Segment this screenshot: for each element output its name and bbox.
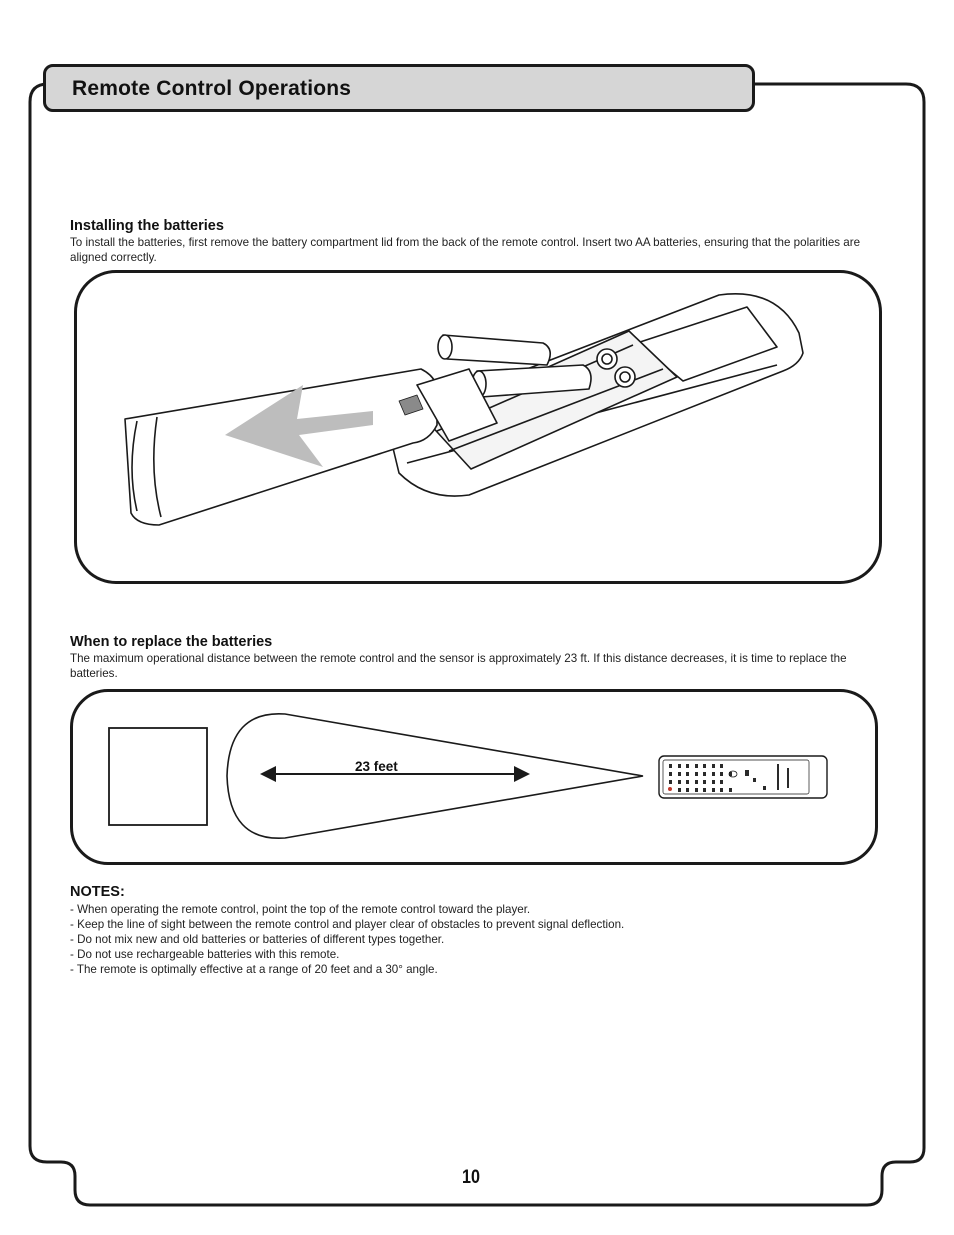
note-item: - Do not use rechargeable batteries with this remote. (70, 948, 340, 961)
installing-heading: Installing the batteries (70, 218, 224, 234)
distance-label: 23 feet (355, 759, 398, 774)
installing-text: To install the batteries, first remove the battery compartment lid from the back of the remote control. Insert two AA batteries, ensuring that the polarities are aligned correctly. (70, 236, 861, 264)
operating-distance-illustration (70, 689, 878, 865)
notes-list (70, 902, 624, 977)
replace-heading: When to replace the batteries (70, 634, 273, 650)
note-item: - Do not mix new and old batteries or batteries of different types together. (70, 933, 445, 946)
note-item: - Keep the line of sight between the remote control and player clear of obstacles to prevent signal deflection. (70, 918, 625, 931)
remote-back-drawing (77, 273, 879, 581)
signal-cone (227, 714, 643, 838)
player-box (109, 728, 207, 825)
page-title: Remote Control Operations (72, 77, 352, 100)
note-item: - When operating the remote control, point the top of the remote control toward the player. (70, 903, 531, 916)
replace-text: The maximum operational distance between the remote control and the sensor is approximately 23 ft. If this distance decreases, it is time to replace the batteries. (70, 652, 847, 680)
note-item: - The remote is optimally effective at a range of 20 feet and a 30° angle. (70, 963, 438, 976)
page-number: 10 (462, 1167, 480, 1188)
title-banner (43, 64, 755, 112)
remote-control-drawing (659, 756, 827, 798)
battery-install-illustration (74, 270, 882, 584)
distance-diagram (73, 692, 875, 862)
notes-title: NOTES: (70, 884, 125, 900)
